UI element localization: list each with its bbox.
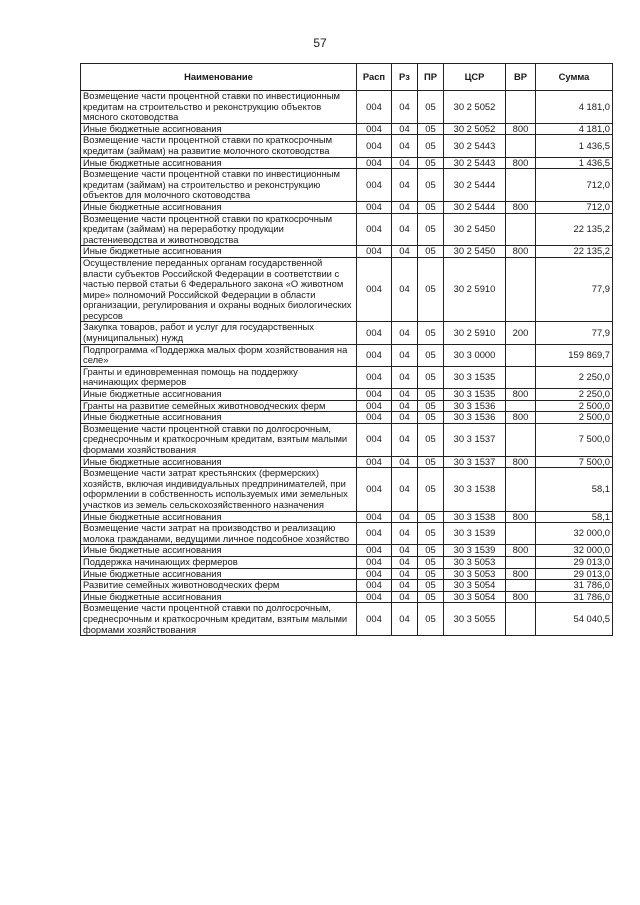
table-row <box>81 580 613 592</box>
cell-pr: 05 <box>418 400 444 412</box>
cell-vr: 800 <box>506 545 536 557</box>
cell-vr: 800 <box>506 591 536 603</box>
cell-pr: 05 <box>418 389 444 401</box>
table-row <box>81 344 613 366</box>
table-row <box>81 511 613 523</box>
cell-rasp: 004 <box>357 580 392 592</box>
table-row <box>81 169 613 202</box>
cell-rasp: 004 <box>357 591 392 603</box>
cell-rasp: 004 <box>357 603 392 636</box>
cell-csr: 30 3 1535 <box>444 389 506 401</box>
cell-csr: 30 2 5052 <box>444 91 506 124</box>
page-number: 57 <box>313 36 327 50</box>
cell-rasp: 004 <box>357 201 392 213</box>
cell-name: Возмещение части процентной ставки по долгосрочным, среднесрочным и краткосрочным кредитам, взятым малыми формами хозяйствования <box>81 423 357 456</box>
cell-csr: 30 3 1537 <box>444 423 506 456</box>
table-row <box>81 400 613 412</box>
cell-rasp: 004 <box>357 169 392 202</box>
cell-sum: 2 250,0 <box>536 366 613 388</box>
cell-rasp: 004 <box>357 400 392 412</box>
cell-csr: 30 2 5910 <box>444 322 506 344</box>
cell-rz: 04 <box>392 556 418 568</box>
cell-sum: 712,0 <box>536 169 613 202</box>
table-header-row <box>81 64 613 91</box>
cell-csr: 30 3 5053 <box>444 556 506 568</box>
cell-csr: 30 3 5054 <box>444 591 506 603</box>
cell-csr: 30 3 1537 <box>444 456 506 468</box>
cell-pr: 05 <box>418 257 444 322</box>
cell-rz: 04 <box>392 412 418 424</box>
cell-csr: 30 2 5443 <box>444 135 506 157</box>
cell-csr: 30 3 0000 <box>444 344 506 366</box>
cell-rz: 04 <box>392 169 418 202</box>
cell-rasp: 004 <box>357 568 392 580</box>
cell-rasp: 004 <box>357 246 392 258</box>
cell-rz: 04 <box>392 135 418 157</box>
cell-rasp: 004 <box>357 545 392 557</box>
cell-sum: 2 500,0 <box>536 400 613 412</box>
cell-name: Иные бюджетные ассигнования <box>81 389 357 401</box>
cell-vr: 800 <box>506 568 536 580</box>
cell-name: Возмещение части затрат крестьянских (фермерских) хозяйств, включая индивидуальных предпринимателей, при оформлении в собственность используемых ими земельных участков из земель сельскохозяйственного назначения <box>81 468 357 511</box>
cell-csr: 30 2 5910 <box>444 257 506 322</box>
cell-rz: 04 <box>392 257 418 322</box>
cell-name: Иные бюджетные ассигнования <box>81 591 357 603</box>
cell-name: Гранты на развитие семейных животноводческих ферм <box>81 400 357 412</box>
cell-rz: 04 <box>392 366 418 388</box>
cell-rasp: 004 <box>357 468 392 511</box>
cell-vr <box>506 169 536 202</box>
cell-csr: 30 3 1536 <box>444 412 506 424</box>
cell-rz: 04 <box>392 568 418 580</box>
header-pr: ПР <box>418 64 444 91</box>
header-rasp: Расп <box>357 64 392 91</box>
cell-vr <box>506 580 536 592</box>
cell-vr <box>506 366 536 388</box>
cell-pr: 05 <box>418 344 444 366</box>
cell-pr: 05 <box>418 423 444 456</box>
cell-sum: 4 181,0 <box>536 123 613 135</box>
cell-vr: 800 <box>506 412 536 424</box>
cell-pr: 05 <box>418 556 444 568</box>
cell-pr: 05 <box>418 157 444 169</box>
table-row <box>81 213 613 246</box>
cell-rasp: 004 <box>357 135 392 157</box>
cell-rz: 04 <box>392 400 418 412</box>
table-row <box>81 366 613 388</box>
budget-table <box>80 63 613 636</box>
cell-sum: 22 135,2 <box>536 213 613 246</box>
cell-rz: 04 <box>392 603 418 636</box>
cell-vr <box>506 523 536 545</box>
cell-rz: 04 <box>392 591 418 603</box>
cell-sum: 22 135,2 <box>536 246 613 258</box>
cell-rasp: 004 <box>357 322 392 344</box>
cell-csr: 30 3 5053 <box>444 568 506 580</box>
cell-vr <box>506 257 536 322</box>
cell-pr: 05 <box>418 456 444 468</box>
cell-vr: 800 <box>506 389 536 401</box>
cell-csr: 30 2 5450 <box>444 246 506 258</box>
cell-rz: 04 <box>392 157 418 169</box>
cell-name: Поддержка начинающих фермеров <box>81 556 357 568</box>
cell-csr: 30 2 5444 <box>444 169 506 202</box>
cell-vr <box>506 135 536 157</box>
cell-rasp: 004 <box>357 389 392 401</box>
cell-rz: 04 <box>392 545 418 557</box>
cell-name: Возмещение части затрат на производство и реализацию молока гражданами, ведущими личное подсобное хозяйство <box>81 523 357 545</box>
cell-vr <box>506 400 536 412</box>
cell-rasp: 004 <box>357 213 392 246</box>
table-row <box>81 246 613 258</box>
header-rz: Рз <box>392 64 418 91</box>
cell-rasp: 004 <box>357 366 392 388</box>
cell-rasp: 004 <box>357 423 392 456</box>
cell-rasp: 004 <box>357 123 392 135</box>
table-row <box>81 591 613 603</box>
table-row <box>81 456 613 468</box>
header-name: Наименование <box>81 64 357 91</box>
cell-vr: 800 <box>506 157 536 169</box>
cell-rz: 04 <box>392 213 418 246</box>
cell-sum: 712,0 <box>536 201 613 213</box>
cell-vr: 800 <box>506 511 536 523</box>
cell-sum: 31 786,0 <box>536 591 613 603</box>
cell-name: Возмещение части процентной ставки по инвестиционным кредитам (займам) на строительство и реконструкцию объектов для молочного скотоводства <box>81 169 357 202</box>
table-row <box>81 423 613 456</box>
table-row <box>81 556 613 568</box>
cell-csr: 30 3 1535 <box>444 366 506 388</box>
cell-sum: 31 786,0 <box>536 580 613 592</box>
cell-pr: 05 <box>418 213 444 246</box>
cell-vr <box>506 344 536 366</box>
cell-csr: 30 2 5052 <box>444 123 506 135</box>
table-row <box>81 545 613 557</box>
cell-csr: 30 3 5055 <box>444 603 506 636</box>
cell-name: Возмещение части процентной ставки по краткосрочным кредитам (займам) на развитие молочного скотоводства <box>81 135 357 157</box>
cell-sum: 32 000,0 <box>536 545 613 557</box>
cell-rasp: 004 <box>357 556 392 568</box>
cell-csr: 30 2 5450 <box>444 213 506 246</box>
cell-sum: 29 013,0 <box>536 556 613 568</box>
cell-rz: 04 <box>392 91 418 124</box>
cell-vr <box>506 423 536 456</box>
table-row <box>81 468 613 511</box>
cell-pr: 05 <box>418 412 444 424</box>
cell-name: Возмещение части процентной ставки по краткосрочным кредитам (займам) на переработку продукции растениеводства и животноводства <box>81 213 357 246</box>
cell-name: Закупка товаров, работ и услуг для государственных (муниципальных) нужд <box>81 322 357 344</box>
table-row <box>81 157 613 169</box>
cell-vr: 800 <box>506 123 536 135</box>
cell-vr: 800 <box>506 456 536 468</box>
cell-pr: 05 <box>418 603 444 636</box>
cell-name: Возмещение части процентной ставки по инвестиционным кредитам на строительство и реконструкцию объектов мясного скотоводства <box>81 91 357 124</box>
cell-sum: 4 181,0 <box>536 91 613 124</box>
cell-rz: 04 <box>392 246 418 258</box>
cell-rasp: 004 <box>357 91 392 124</box>
cell-rasp: 004 <box>357 511 392 523</box>
cell-pr: 05 <box>418 511 444 523</box>
cell-sum: 54 040,5 <box>536 603 613 636</box>
cell-name: Иные бюджетные ассигнования <box>81 201 357 213</box>
cell-name: Иные бюджетные ассигнования <box>81 246 357 258</box>
cell-pr: 05 <box>418 246 444 258</box>
cell-name: Осуществление переданных органам государственной власти субъектов Российской Федерации в соответствии с частью первой статьи 6 Федерального закона «О животном мире» полномочий Российской Федерации в области организации, регулирования и охраны водных биологических ресурсов <box>81 257 357 322</box>
cell-csr: 30 3 5054 <box>444 580 506 592</box>
cell-name: Подпрограмма «Поддержка малых форм хозяйствования на селе» <box>81 344 357 366</box>
cell-sum: 7 500,0 <box>536 456 613 468</box>
cell-sum: 32 000,0 <box>536 523 613 545</box>
table-row <box>81 568 613 580</box>
cell-sum: 7 500,0 <box>536 423 613 456</box>
cell-name: Иные бюджетные ассигнования <box>81 412 357 424</box>
cell-rasp: 004 <box>357 344 392 366</box>
cell-pr: 05 <box>418 545 444 557</box>
cell-rz: 04 <box>392 389 418 401</box>
cell-name: Иные бюджетные ассигнования <box>81 123 357 135</box>
cell-sum: 29 013,0 <box>536 568 613 580</box>
cell-sum: 1 436,5 <box>536 157 613 169</box>
header-vr: ВР <box>506 64 536 91</box>
cell-rz: 04 <box>392 322 418 344</box>
cell-name: Иные бюджетные ассигнования <box>81 545 357 557</box>
table-row <box>81 91 613 124</box>
header-csr: ЦСР <box>444 64 506 91</box>
cell-pr: 05 <box>418 591 444 603</box>
table-row <box>81 123 613 135</box>
cell-sum: 2 250,0 <box>536 389 613 401</box>
cell-sum: 58,1 <box>536 511 613 523</box>
cell-vr: 800 <box>506 201 536 213</box>
cell-sum: 58,1 <box>536 468 613 511</box>
cell-pr: 05 <box>418 169 444 202</box>
cell-pr: 05 <box>418 201 444 213</box>
cell-rz: 04 <box>392 511 418 523</box>
table-row <box>81 322 613 344</box>
cell-pr: 05 <box>418 366 444 388</box>
cell-rz: 04 <box>392 456 418 468</box>
cell-pr: 05 <box>418 568 444 580</box>
cell-vr: 200 <box>506 322 536 344</box>
table-row <box>81 135 613 157</box>
table-row <box>81 523 613 545</box>
cell-name: Иные бюджетные ассигнования <box>81 456 357 468</box>
cell-rz: 04 <box>392 123 418 135</box>
table-row <box>81 201 613 213</box>
cell-pr: 05 <box>418 123 444 135</box>
cell-rz: 04 <box>392 523 418 545</box>
cell-name: Иные бюджетные ассигнования <box>81 568 357 580</box>
cell-rasp: 004 <box>357 456 392 468</box>
cell-csr: 30 2 5443 <box>444 157 506 169</box>
cell-pr: 05 <box>418 523 444 545</box>
cell-csr: 30 3 1538 <box>444 511 506 523</box>
table-row <box>81 389 613 401</box>
cell-vr <box>506 213 536 246</box>
cell-sum: 2 500,0 <box>536 412 613 424</box>
cell-rz: 04 <box>392 468 418 511</box>
cell-name: Возмещение части процентной ставки по долгосрочным, среднесрочным и краткосрочным кредитам, взятым малыми формами хозяйствования <box>81 603 357 636</box>
cell-vr <box>506 91 536 124</box>
cell-rz: 04 <box>392 580 418 592</box>
cell-rasp: 004 <box>357 412 392 424</box>
cell-csr: 30 3 1539 <box>444 545 506 557</box>
cell-sum: 159 869,7 <box>536 344 613 366</box>
cell-name: Иные бюджетные ассигнования <box>81 511 357 523</box>
cell-pr: 05 <box>418 468 444 511</box>
table-row <box>81 412 613 424</box>
cell-csr: 30 3 1536 <box>444 400 506 412</box>
cell-vr <box>506 603 536 636</box>
cell-vr <box>506 556 536 568</box>
cell-rasp: 004 <box>357 523 392 545</box>
cell-rz: 04 <box>392 344 418 366</box>
cell-rasp: 004 <box>357 257 392 322</box>
cell-vr: 800 <box>506 246 536 258</box>
cell-sum: 77,9 <box>536 322 613 344</box>
cell-name: Гранты и единовременная помощь на поддержку начинающих фермеров <box>81 366 357 388</box>
cell-name: Развитие семейных животноводческих ферм <box>81 580 357 592</box>
table-body <box>81 91 613 636</box>
cell-pr: 05 <box>418 580 444 592</box>
cell-rasp: 004 <box>357 157 392 169</box>
table-row <box>81 257 613 322</box>
cell-csr: 30 3 1538 <box>444 468 506 511</box>
cell-name: Иные бюджетные ассигнования <box>81 157 357 169</box>
cell-vr <box>506 468 536 511</box>
cell-rz: 04 <box>392 423 418 456</box>
cell-pr: 05 <box>418 322 444 344</box>
cell-csr: 30 3 1539 <box>444 523 506 545</box>
table-row <box>81 603 613 636</box>
header-sum: Сумма <box>536 64 613 91</box>
cell-sum: 77,9 <box>536 257 613 322</box>
cell-sum: 1 436,5 <box>536 135 613 157</box>
cell-rz: 04 <box>392 201 418 213</box>
cell-pr: 05 <box>418 135 444 157</box>
cell-pr: 05 <box>418 91 444 124</box>
cell-csr: 30 2 5444 <box>444 201 506 213</box>
